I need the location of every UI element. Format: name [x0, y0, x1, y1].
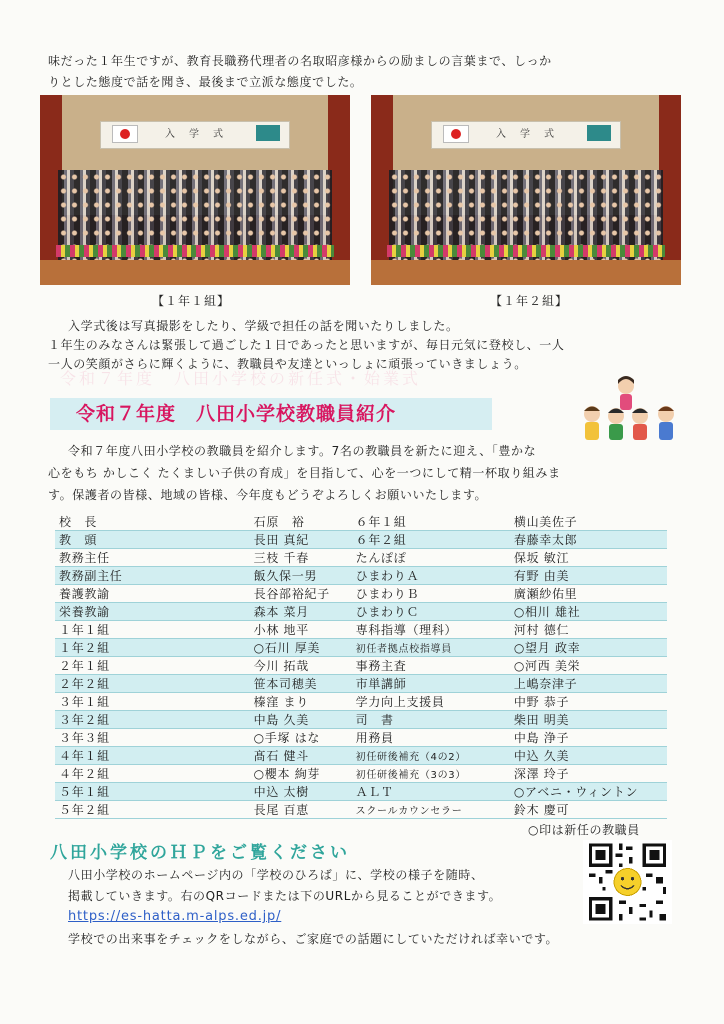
staff-name: 飯久保一男 — [136, 567, 344, 585]
japan-flag-icon — [112, 125, 138, 143]
staff-role: スクールカウンセラー — [344, 801, 490, 819]
table-row — [55, 783, 667, 801]
staff-name: 河村 德仁 — [490, 621, 667, 639]
table-row — [55, 675, 667, 693]
staff-role: 養護教諭 — [55, 585, 136, 603]
staff-table — [55, 513, 667, 819]
table-row — [55, 621, 667, 639]
table-row — [55, 531, 667, 549]
staff-role: ひまわりＡ — [344, 567, 490, 585]
staff-name: ○アベニ・ウィントン — [490, 783, 667, 801]
staff-name: 長尾 百恵 — [136, 801, 344, 819]
intro-line-1: 味だった１年生ですが、教育長職務代理者の名取昭彦様からの励ましの言葉まで、しっか — [48, 54, 552, 68]
staff-name: 春藤幸太郎 — [490, 531, 667, 549]
faded-heading: 令和７年度 八田小学校の新任式・始業式 — [60, 369, 422, 388]
staff-name: ○相川 雄社 — [490, 603, 667, 621]
photo-banner-text: 入 学 式 — [496, 129, 556, 140]
staff-role: 教務主任 — [55, 549, 136, 567]
staff-role: 教務副主任 — [55, 567, 136, 585]
staff-name: 小林 地平 — [136, 621, 344, 639]
table-row — [55, 729, 667, 747]
staff-role: 校 長 — [55, 513, 136, 531]
photo-banner-text: 入 学 式 — [165, 129, 225, 140]
staff-role: １年１組 — [55, 621, 136, 639]
teacher-and-children-illustration-icon — [578, 376, 686, 442]
staff-role: ＡＬＴ — [344, 783, 490, 801]
after-photo-line-1: 入学式後は写真撮影をしたり、学級で担任の話を聞いたりしました。 — [68, 319, 459, 333]
staff-role: ひまわりＢ — [344, 585, 490, 603]
hp-title: 八田小学校のＨＰをご覧ください — [50, 843, 350, 863]
school-crest-icon — [587, 125, 611, 141]
intro-line-2: りとした態度で話を聞き、最後まで立派な態度でした。 — [48, 75, 363, 89]
table-row — [55, 801, 667, 819]
staff-role: 事務主査 — [344, 657, 490, 675]
section-title: 令和７年度 八田小学校教職員紹介 — [50, 398, 492, 430]
after-photo-line-2: １年生のみなさんは緊張して過ごした１日であったと思いますが、毎日元気に登校し、一人 — [48, 338, 565, 352]
hp-line-2: 掲載していきます。右のQRコードまたは下のURLから見ることができます。 — [68, 889, 502, 903]
staff-name: 長谷部裕紀子 — [136, 585, 344, 603]
qr-code-icon — [583, 840, 672, 924]
table-row — [55, 567, 667, 585]
staff-name: 中島 浄子 — [490, 729, 667, 747]
staff-name: 深澤 玲子 — [490, 765, 667, 783]
school-url-link[interactable]: https://es-hatta.m-alps.ed.jp/ — [68, 909, 282, 924]
staff-name: 長田 真紀 — [136, 531, 344, 549]
staff-role: 初任研後補充（3の3） — [344, 765, 490, 783]
staff-intro-line-2: 心をもち かしこく たくましい子供の育成」を目指して、心を一つにして精一杯取り組みま — [48, 466, 561, 480]
staff-intro-line-1: 令和７年度八田小学校の教職員を紹介します。7名の教職員を新たに迎え、「豊かな — [68, 444, 537, 458]
staff-name: 廣瀬紗佑里 — [490, 585, 667, 603]
staff-name: 森本 菜月 — [136, 603, 344, 621]
table-row — [55, 747, 667, 765]
table-row — [55, 693, 667, 711]
staff-role: ４年１組 — [55, 747, 136, 765]
staff-name: 柴田 明美 — [490, 711, 667, 729]
staff-role: ３年２組 — [55, 711, 136, 729]
staff-name: 三枝 千春 — [136, 549, 344, 567]
staff-name: ○河西 美栄 — [490, 657, 667, 675]
staff-role: 初任研後補充（4の2） — [344, 747, 490, 765]
staff-name: 保坂 敏江 — [490, 549, 667, 567]
staff-role: ６年２組 — [344, 531, 490, 549]
staff-name: 笹本司穂美 — [136, 675, 344, 693]
staff-role: 司 書 — [344, 711, 490, 729]
staff-role: 専科指導（理科） — [344, 621, 490, 639]
table-row — [55, 585, 667, 603]
class-1-2-photo — [371, 95, 681, 285]
staff-role: 用務員 — [344, 729, 490, 747]
staff-name: 石原 裕 — [136, 513, 344, 531]
hp-line-1: 八田小学校のホームページ内の「学校のひろば」に、学校の様子を随時、 — [68, 868, 484, 882]
staff-name: 中野 恭子 — [490, 693, 667, 711]
class-1-1-photo — [40, 95, 350, 285]
table-row — [55, 603, 667, 621]
staff-name: 鈴木 慶可 — [490, 801, 667, 819]
staff-name: 榛窪 まり — [136, 693, 344, 711]
after-photo-line-3: 一人の笑顔がさらに輝くように、教職員や友達といっしょに頑張っていきましょう。 — [48, 357, 527, 371]
staff-name: ○手塚 はな — [136, 729, 344, 747]
staff-role: ６年１組 — [344, 513, 490, 531]
staff-role: １年２組 — [55, 639, 136, 657]
staff-name: 髙石 健斗 — [136, 747, 344, 765]
staff-name: 中込 太樹 — [136, 783, 344, 801]
staff-intro-line-3: す。保護者の皆様、地域の皆様、今年度もどうぞよろしくお願いいたします。 — [48, 488, 488, 502]
table-row — [55, 657, 667, 675]
closing-text: 学校での出来事をチェックをしながら、ご家庭での話題にしていただければ幸いです。 — [68, 932, 559, 946]
staff-role: ひまわりＣ — [344, 603, 490, 621]
photo-caption-1: 【１年１組】 — [152, 294, 231, 308]
table-row — [55, 765, 667, 783]
staff-name: 中島 久美 — [136, 711, 344, 729]
table-row — [55, 513, 667, 531]
staff-name: ○櫻本 絢芽 — [136, 765, 344, 783]
staff-role: たんぽぽ — [344, 549, 490, 567]
staff-name: 今川 拓哉 — [136, 657, 344, 675]
table-row — [55, 549, 667, 567]
staff-role: ５年２組 — [55, 801, 136, 819]
photo-caption-2: 【１年２組】 — [490, 294, 569, 308]
japan-flag-icon — [443, 125, 469, 143]
staff-name: 中込 久美 — [490, 747, 667, 765]
staff-role: ２年２組 — [55, 675, 136, 693]
table-row — [55, 711, 667, 729]
staff-role: 市単講師 — [344, 675, 490, 693]
staff-role: ２年１組 — [55, 657, 136, 675]
staff-name: ○望月 政幸 — [490, 639, 667, 657]
staff-name: 上嶋奈津子 — [490, 675, 667, 693]
school-crest-icon — [256, 125, 280, 141]
staff-role: ３年３組 — [55, 729, 136, 747]
new-staff-note: ○印は新任の教職員 — [528, 823, 640, 837]
staff-role: 栄養教諭 — [55, 603, 136, 621]
staff-name: 横山美佐子 — [490, 513, 667, 531]
staff-name: 有野 由美 — [490, 567, 667, 585]
staff-role: 初任者拠点校指導員 — [344, 639, 490, 657]
staff-role: ４年２組 — [55, 765, 136, 783]
staff-role: ５年１組 — [55, 783, 136, 801]
staff-name: ○石川 厚美 — [136, 639, 344, 657]
staff-role: 教 頭 — [55, 531, 136, 549]
staff-role: 学力向上支援員 — [344, 693, 490, 711]
staff-role: ３年１組 — [55, 693, 136, 711]
table-row — [55, 639, 667, 657]
